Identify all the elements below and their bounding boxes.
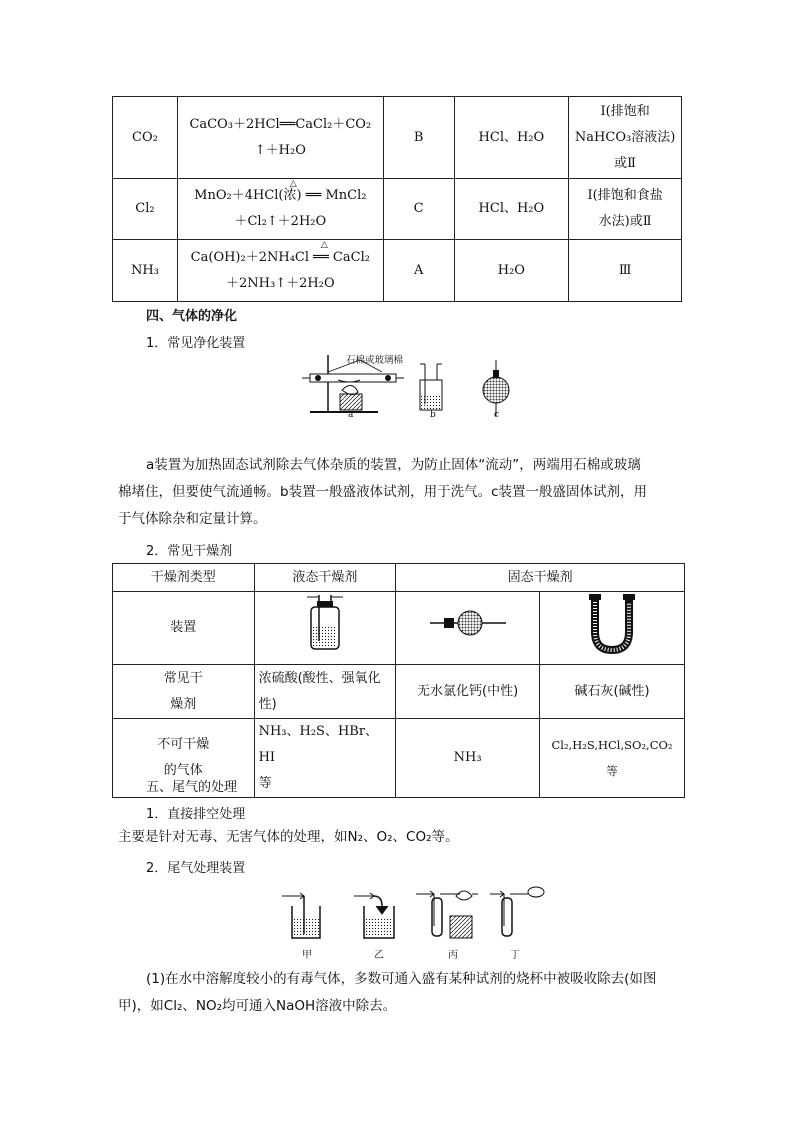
device-cell: C	[383, 179, 454, 240]
table-row	[113, 97, 682, 179]
figure-label-ding: 丁	[510, 950, 520, 961]
section-title: 四、气体的净化	[146, 309, 238, 324]
figure-annotation: 石棉或玻璃棉	[346, 355, 404, 366]
paragraph-line: 主要是针对无毒、无害气体的处理，如N₂、O₂、CO₂等。	[118, 829, 459, 845]
table-row	[113, 665, 685, 719]
header-type: 干燥剂类型	[113, 564, 255, 592]
subsection-title: 1．直接排空处理	[146, 807, 246, 822]
solid2-common: 碱石灰(碱性)	[540, 665, 685, 719]
impurity-cell: HCl、H₂O	[454, 179, 569, 240]
figure-label-c: c	[494, 410, 500, 420]
gas-cell: Cl₂	[113, 179, 178, 240]
figure-label-a: a	[348, 410, 354, 420]
purify-cell: Ⅰ(排饱和食盐 水法)或Ⅱ	[569, 179, 682, 240]
purification-apparatus-figure	[300, 350, 520, 422]
figure-label-bing: 丙	[448, 950, 458, 961]
figure-label-yi: 乙	[374, 950, 384, 961]
paragraph-line: (1)在水中溶解度较小的有毒气体，多数可通入盛有某种试剂的烧杯中被吸收除去(如图	[146, 971, 657, 987]
equation-cell: Ca(OH)₂＋2NH₄Cl ══ CaCl₂ ＋2NH₃↑＋2H₂O △	[177, 240, 383, 302]
gas-prep-table	[112, 96, 682, 302]
tail-gas-apparatus-figure	[278, 882, 548, 944]
solid2-cannot: Cl₂,H₂S,HCl,SO₂,CO₂ 等	[540, 719, 685, 798]
device-cell: A	[383, 240, 454, 302]
purify-cell: Ⅰ(排饱和 NaHCO₃溶液法) 或Ⅱ	[569, 97, 682, 179]
section-title: 五、尾气的处理	[146, 780, 238, 795]
liquid-cannot: NH₃、H₂S、HBr、HI 等	[254, 719, 396, 798]
wash-bottle-icon	[303, 593, 347, 653]
header-liquid: 液态干燥剂	[254, 564, 396, 592]
heat-condition: △	[320, 240, 328, 250]
wash-bottle-image	[254, 592, 396, 665]
paragraph-line: 棉堵住，但要使气流通畅。b装置一般盛液体试剂，用于洗气。c装置一般盛固体试剂，用	[118, 484, 647, 500]
subsection-title: 2．常见干燥剂	[146, 544, 233, 559]
purify-cell: Ⅲ	[569, 240, 682, 302]
equation-cell: CaCO₃＋2HCl══CaCl₂＋CO₂ ↑＋H₂O	[177, 97, 383, 179]
header-solid: 固态干燥剂	[396, 564, 685, 592]
table-row	[113, 564, 685, 592]
gas-cell: CO₂	[113, 97, 178, 179]
equation-cell: MnO₂＋4HCl(浓) ══ MnCl₂ ＋Cl₂↑＋2H₂O △	[177, 179, 383, 240]
gas-cell: NH₃	[113, 240, 178, 302]
subsection-title: 2．尾气处理装置	[146, 861, 246, 876]
impurity-cell: HCl、H₂O	[454, 97, 569, 179]
impurity-cell: H₂O	[454, 240, 569, 302]
row-label-device: 装置	[113, 592, 255, 665]
subsection-title: 1．常见净化装置	[146, 336, 246, 351]
liquid-common: 浓硫酸(酸性、强氧化 性)	[254, 665, 396, 719]
figure-label-jia: 甲	[302, 950, 312, 961]
solid1-cannot: NH₃	[396, 719, 540, 798]
paragraph-line: 于气体除杂和定量计算。	[118, 511, 267, 527]
drying-tube-icon	[428, 608, 508, 638]
drying-tube-image	[396, 592, 540, 665]
table-row	[113, 179, 682, 240]
paragraph-line: a装置为加热固态试剂除去气体杂质的装置，为防止固体“流动”，两端用石棉或玻璃	[146, 457, 641, 473]
row-label-common: 常见干 燥剂	[113, 665, 255, 719]
u-tube-image	[540, 592, 685, 665]
u-tube-icon	[587, 592, 637, 654]
table-row	[113, 592, 685, 665]
heat-condition: △	[289, 179, 297, 189]
row-label-cannot: 不可干燥 的气体	[113, 719, 255, 798]
device-cell: B	[383, 97, 454, 179]
solid1-common: 无水氯化钙(中性)	[396, 665, 540, 719]
desiccant-table	[112, 563, 685, 798]
table-row	[113, 240, 682, 302]
paragraph-line: 甲)，如Cl₂、NO₂均可通入NaOH溶液中除去。	[118, 998, 397, 1014]
figure-label-b: b	[430, 410, 436, 420]
